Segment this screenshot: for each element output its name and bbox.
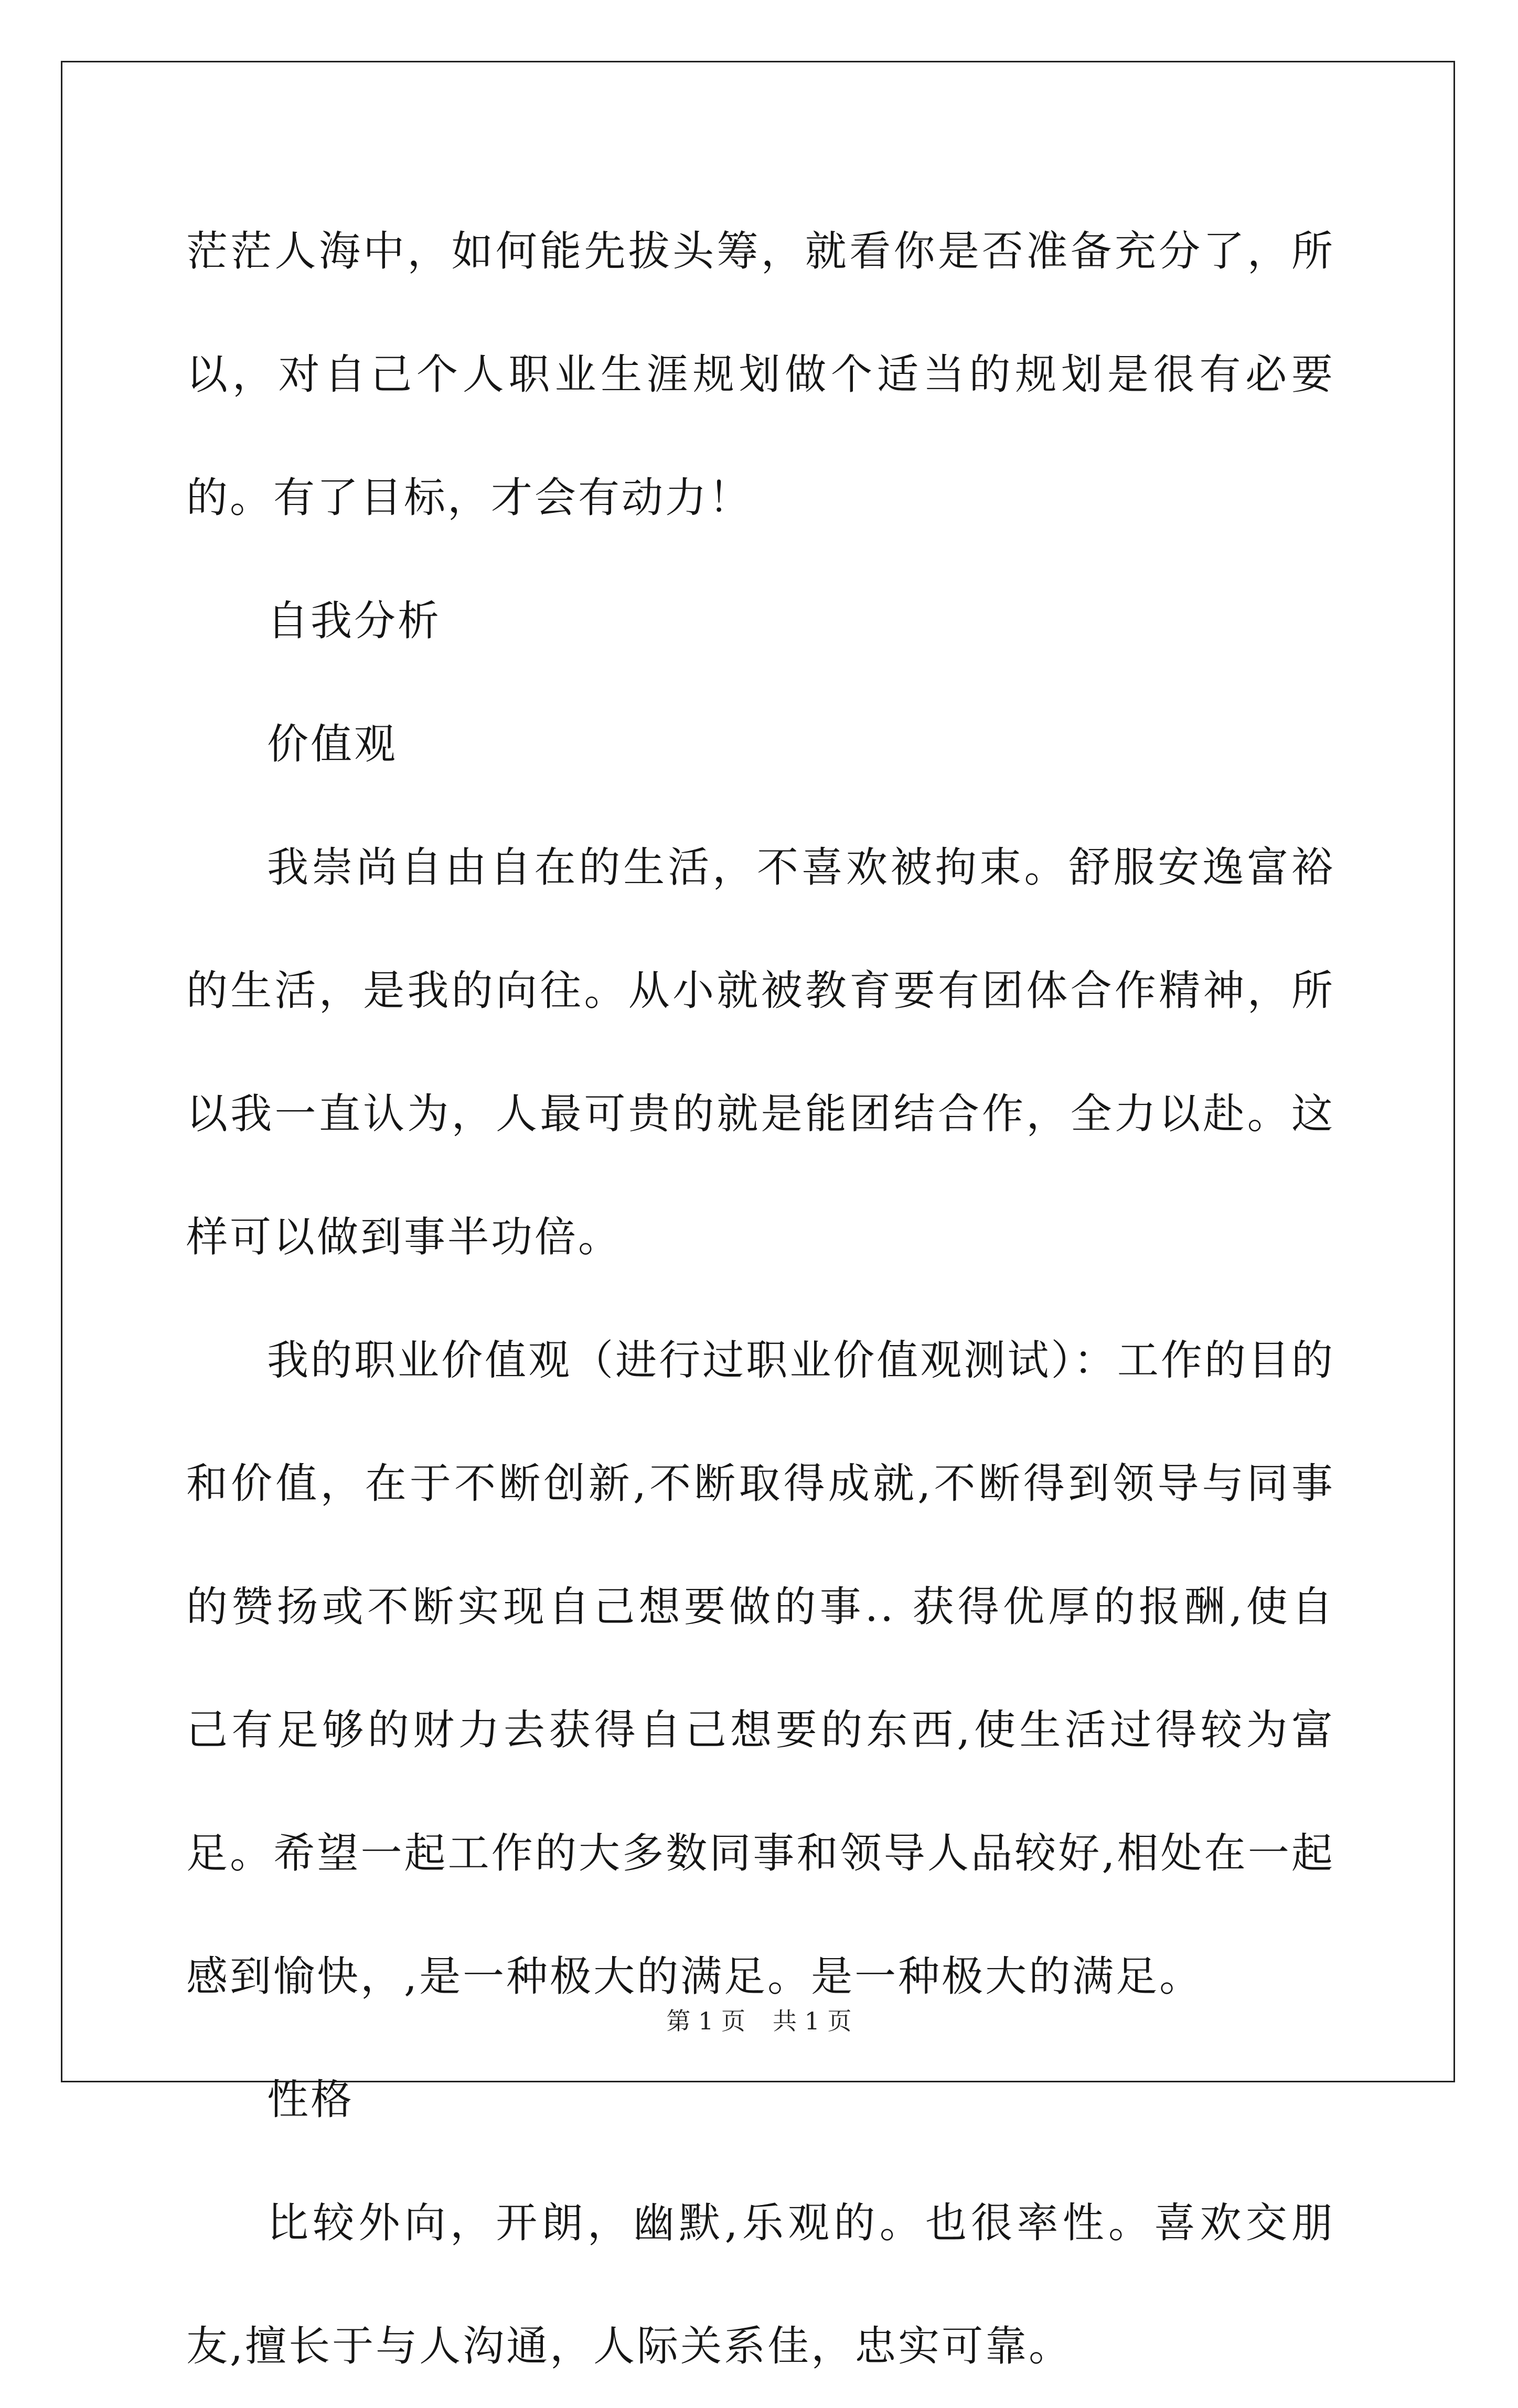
document-body [186,190,1335,2408]
paragraph-career-values: 我的职业价值观（进行过职业价值观测试）：工作的目的和价值，在于不断创新,不断取得成就,不断得到领导与同事的赞扬或不断实现自己想要做的事.. 获得优厚的报酬,使自己有足够的财力去获得自己想要的东西,使生活过得较为富足。希望一起工作的大多数同事和领导人品较好,相处在一起感到愉快，,是一种极大的满足。是一种极大的满足。 [186,1336,1335,2001]
page-total: 共 1 页 [773,2007,852,2035]
page-footer [0,2005,1518,2037]
page-number: 第 1 页 [666,2007,745,2035]
paragraph-intro: 茫茫人海中，如何能先拔头筹，就看你是否准备充分了，所以，对自己个人职业生涯规划做个适当的规划是很有必要的。有了目标，才会有动力！ [186,227,1335,522]
paragraph-personality: 比较外向，开朗，幽默,乐观的。也很率性。喜欢交朋友,擅长于与人沟通，人际关系佳，忠实可靠。 [186,2199,1335,2370]
heading-self-analysis: 自我分析 [267,597,441,645]
paragraph-values: 我崇尚自由自在的生活，不喜欢被拘束。舒服安逸富裕的生活，是我的向往。从小就被教育要有团体合作精神，所以我一直认为，人最可贵的就是能团结合作，全力以赴。这样可以做到事半功倍。 [186,843,1335,1261]
heading-personality: 性格 [267,2076,354,2124]
heading-values: 价值观 [267,720,398,768]
